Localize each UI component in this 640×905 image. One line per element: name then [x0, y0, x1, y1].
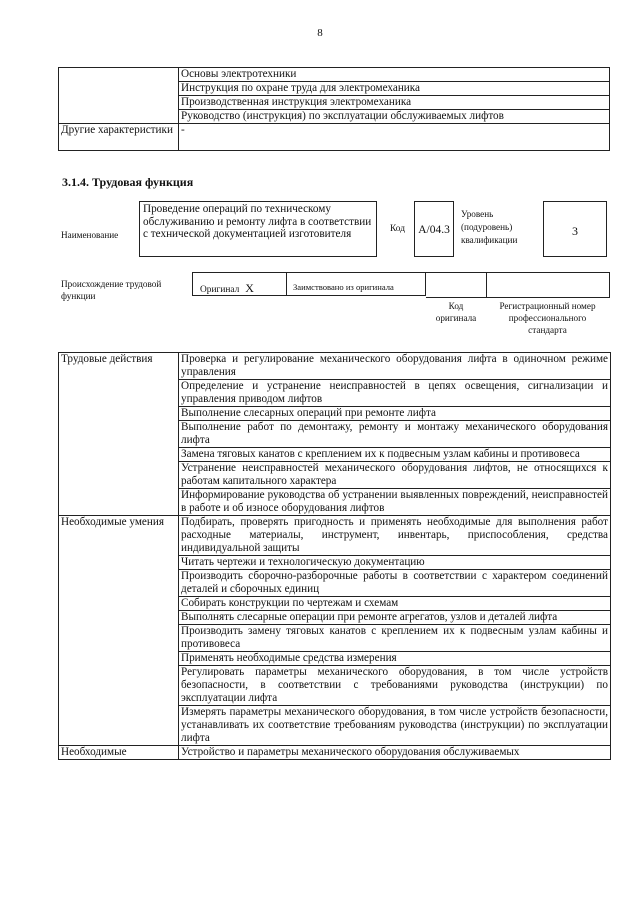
label-line: Код: [448, 301, 464, 311]
label-line: Регистрационный номер: [499, 301, 596, 311]
labor-action-item: Проверка и регулирование механического оборудования лифта в одиночном режиме управления: [179, 353, 611, 380]
level-label-line: Уровень: [461, 209, 494, 219]
borrowed-cell: Заимствовано из оригинала: [287, 272, 426, 296]
origin-label-line: функции: [61, 291, 96, 301]
labor-action-item: Устранение неисправностей механического оборудования лифтов, не относящихся к работам капитального характера: [179, 462, 611, 489]
section-title: 3.1.4. Трудовая функция: [62, 175, 194, 189]
table-cell: Руководство (инструкция) по эксплуатации обслуживаемых лифтов: [179, 110, 610, 124]
labor-action-item: Выполнение работ по демонтажу, ремонту и монтажу механического оборудования лифта: [179, 421, 611, 448]
code-original-label: [426, 300, 486, 324]
skill-item: Собирать конструкции по чертежам и схемам: [179, 597, 611, 611]
table-cell: Основы электротехники: [179, 68, 610, 82]
skill-item: Читать чертежи и технологическую документацию: [179, 556, 611, 570]
level-label: [461, 208, 517, 247]
reg-number-label: [486, 300, 609, 336]
label-line: стандарта: [528, 325, 567, 335]
labor-action-item: Выполнение слесарных операций при ремонте лифта: [179, 407, 611, 421]
function-name: Проведение операций по техническому обслуживанию и ремонту лифта в соответствии с технической документацией изготовителя: [139, 201, 377, 257]
skill-item: Применять необходимые средства измерения: [179, 652, 611, 666]
knowledge-item: Устройство и параметры механического оборудования обслуживаемых: [179, 746, 611, 760]
label-line: профессионального: [508, 313, 587, 323]
code-original-cell: [426, 272, 487, 298]
other-characteristics-label: Другие характеристики: [59, 124, 179, 151]
labor-action-label: Трудовые действия: [59, 353, 179, 516]
page-number: 8: [317, 27, 323, 39]
knowledge-label: Необходимые: [59, 746, 179, 760]
labor-action-item: Определение и устранение неисправностей в цепях освещения, сигнализации и управления приводом лифтов: [179, 380, 611, 407]
table-cell: Производственная инструкция электромеханика: [179, 96, 610, 110]
code-label: Код: [390, 224, 405, 234]
original-mark: X: [245, 281, 254, 295]
skill-item: Выполнять слесарные операции при ремонте агрегатов, узлов и деталей лифта: [179, 611, 611, 625]
table-cell: Инструкция по охране труда для электромеханика: [179, 82, 610, 96]
skill-item: Подбирать, проверять пригодность и применять необходимые для выполнения работ расходные материалы, инструмент, инвентарь, приспособления, средства индивидуальной защиты: [179, 516, 611, 556]
empty-cell: [59, 68, 179, 124]
function-code: A/04.3: [414, 201, 454, 257]
level-label-line: квалификации: [461, 235, 518, 245]
original-label: Оригинал: [200, 285, 240, 295]
skill-item: Производить сборочно-разборочные работы в соответствии с характером соединений деталей и сборочных единиц: [179, 570, 611, 597]
top-knowledge-table: [58, 67, 610, 151]
origin-label: [61, 278, 161, 302]
skill-item: Регулировать параметры механического оборудования, в том числе устройств безопасности, в соответствии с требованиями руководства (инструкции) по эксплуатации лифта: [179, 666, 611, 706]
skill-item: Измерять параметры механического оборудования, в том числе устройств безопасности, устанавливать их соответствие требованиям руководства (инструкции) по эксплуатации лифта: [179, 706, 611, 746]
name-label: Наименование: [61, 230, 119, 240]
reg-number-cell: [486, 272, 610, 298]
qualification-level: 3: [543, 201, 607, 257]
main-table: [58, 352, 611, 760]
level-label-line: (подуровень): [461, 222, 513, 232]
label-line: оригинала: [435, 313, 477, 323]
labor-action-item: Замена тяговых канатов с креплением их к подвесным узлам кабины и противовеса: [179, 448, 611, 462]
skill-label: Необходимые умения: [59, 516, 179, 746]
origin-label-line: Происхождение трудовой: [61, 279, 162, 289]
other-characteristics-value: -: [179, 124, 610, 151]
skill-item: Производить замену тяговых канатов с креплением их к подвесным узлам кабины и противовеса: [179, 625, 611, 652]
original-cell: [192, 272, 287, 296]
labor-action-item: Информирование руководства об устранении выявленных повреждений, неисправностей в работе и об износе оборудования лифтов: [179, 489, 611, 516]
